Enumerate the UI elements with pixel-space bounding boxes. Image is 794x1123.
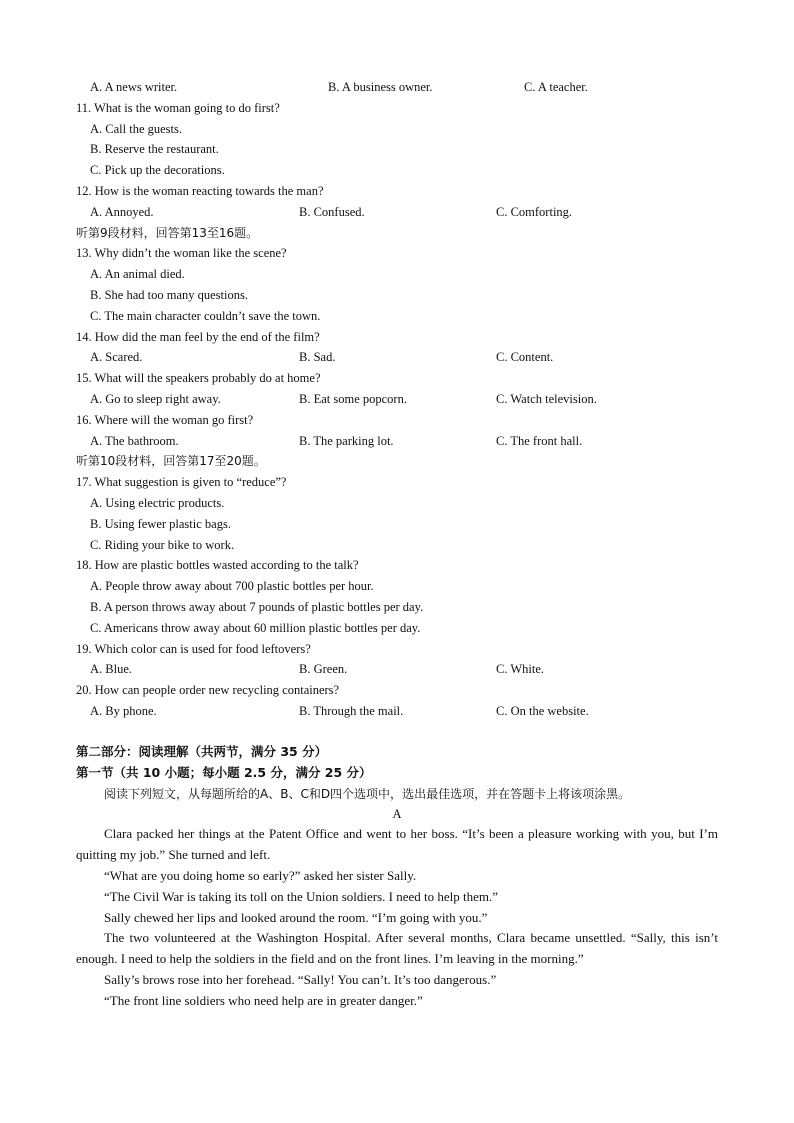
reading-instruction: 阅读下列短文，从每题所给的A、B、C和D四个选项中，选出最佳选项，并在答题卡上将该项涂黑。 xyxy=(104,787,631,801)
passage-label: A xyxy=(392,807,402,821)
q20-question: 20. How can people order new recycling containers? xyxy=(76,683,340,697)
q15-option-a: A. Go to sleep right away. xyxy=(90,392,221,406)
q18-question: 18. How are plastic bottles wasted according to the talk? xyxy=(76,558,359,572)
passage-paragraph-4: Sally chewed her lips and looked around the room. “I’m going with you.” xyxy=(104,910,488,925)
passage-paragraph-1: Clara packed her things at the Patent Office and went to her boss. “It’s been a pleasure working with you, but I’m quitting my job.” She turned and left. xyxy=(76,826,718,862)
q13-question: 13. Why didn’t the woman like the scene? xyxy=(76,246,287,260)
passage-paragraph-2: “What are you doing home so early?” asked her sister Sally. xyxy=(104,868,417,883)
passage-paragraph-3: “The Civil War is taking its toll on the Union soldiers. I need to help them.” xyxy=(104,889,499,904)
q13-option-a: A. An animal died. xyxy=(90,267,185,281)
q11-question: 11. What is the woman going to do first? xyxy=(76,101,280,115)
q15-question: 15. What will the speakers probably do at home? xyxy=(76,371,321,385)
q14-option-c: C. Content. xyxy=(496,350,554,364)
q16-option-b: B. The parking lot. xyxy=(299,434,394,448)
q20-option-a: A. By phone. xyxy=(90,704,157,718)
section-instruction-10: 听第10段材料，回答第17至20题。 xyxy=(76,454,266,468)
q11-option-b: B. Reserve the restaurant. xyxy=(90,142,219,156)
q10-option-c: C. A teacher. xyxy=(524,80,588,94)
q10-option-a: A. A news writer. xyxy=(90,80,178,94)
section-instruction-9: 听第9段材料，回答第13至16题。 xyxy=(76,226,259,240)
q10-option-b: B. A business owner. xyxy=(328,80,433,94)
q16-option-a: A. The bathroom. xyxy=(90,434,179,448)
q12-option-b: B. Confused. xyxy=(299,205,365,219)
q16-question: 16. Where will the woman go first? xyxy=(76,413,254,427)
passage-paragraph-7: “The front line soldiers who need help are in greater danger.” xyxy=(104,993,423,1008)
q17-option-c: C. Riding your bike to work. xyxy=(90,538,235,552)
q19-question: 19. Which color can is used for food leftovers? xyxy=(76,642,311,656)
q20-option-b: B. Through the mail. xyxy=(299,704,404,718)
q20-option-c: C. On the website. xyxy=(496,704,589,718)
q14-option-a: A. Scared. xyxy=(90,350,143,364)
q19-option-c: C. White. xyxy=(496,662,545,676)
q11-option-c: C. Pick up the decorations. xyxy=(90,163,225,177)
q17-option-a: A. Using electric products. xyxy=(90,496,225,510)
q18-option-a: A. People throw away about 700 plastic bottles per hour. xyxy=(90,579,374,593)
q16-option-c: C. The front hall. xyxy=(496,434,583,448)
part-two-heading: 第二部分：阅读理解（共两节，满分 35 分） xyxy=(76,744,328,759)
q18-option-c: C. Americans throw away about 60 million plastic bottles per day. xyxy=(90,621,421,635)
q19-option-a: A. Blue. xyxy=(90,662,133,676)
q17-question: 17. What suggestion is given to “reduce”? xyxy=(76,475,287,489)
q13-option-b: B. She had too many questions. xyxy=(90,288,248,302)
section-one-heading: 第一节（共 10 小题；每小题 2.5 分，满分 25 分） xyxy=(76,765,372,780)
passage-paragraph-5: The two volunteered at the Washington Hospital. After several months, Clara became unsettled. “Sally, this isn’t enough. I need to help the soldiers in the field and on the front lines. I’m leaving in the morning.” xyxy=(76,930,718,966)
q19-option-b: B. Green. xyxy=(299,662,348,676)
q14-question: 14. How did the man feel by the end of the film? xyxy=(76,330,320,344)
q14-option-b: B. Sad. xyxy=(299,350,336,364)
passage-paragraph-6: Sally’s brows rose into her forehead. “Sally! You can’t. It’s too dangerous.” xyxy=(104,972,497,987)
q12-question: 12. How is the woman reacting towards the man? xyxy=(76,184,324,198)
q18-option-b: B. A person throws away about 7 pounds of plastic bottles per day. xyxy=(90,600,424,614)
q11-option-a: A. Call the guests. xyxy=(90,122,183,136)
q13-option-c: C. The main character couldn’t save the town. xyxy=(90,309,321,323)
q12-option-c: C. Comforting. xyxy=(496,205,573,219)
q17-option-b: B. Using fewer plastic bags. xyxy=(90,517,231,531)
q15-option-c: C. Watch television. xyxy=(496,392,597,406)
q15-option-b: B. Eat some popcorn. xyxy=(299,392,407,406)
q12-option-a: A. Annoyed. xyxy=(90,205,154,219)
